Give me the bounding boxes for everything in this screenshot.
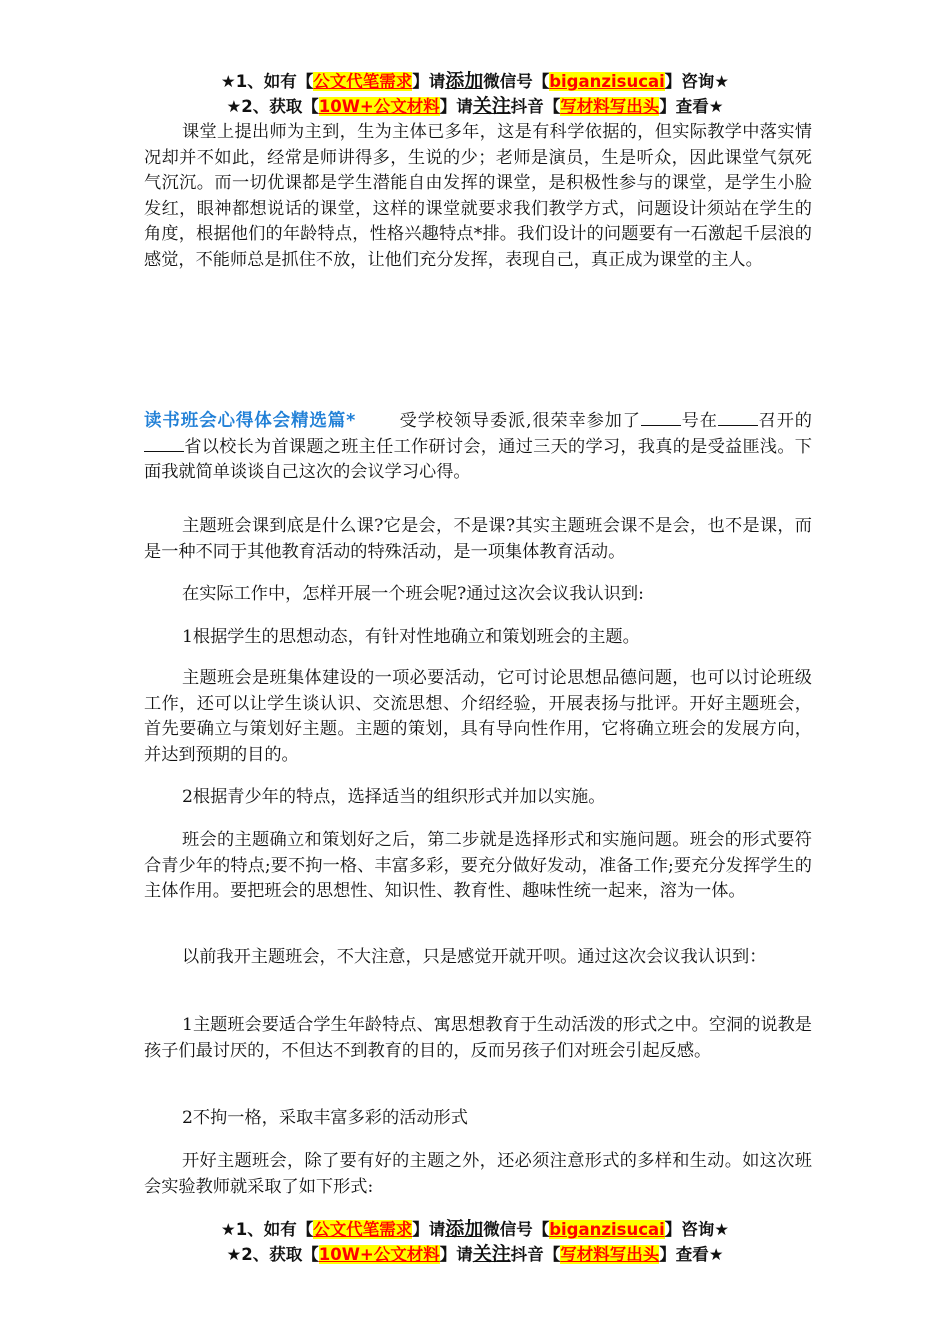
banner-text: ★1、如有【 xyxy=(220,1220,314,1239)
fill-blank xyxy=(718,411,758,426)
banner-text: 】查看★ xyxy=(659,1245,724,1264)
banner-highlight: 公文代笔需求 xyxy=(313,1220,413,1239)
promo-banner-line-2-bottom xyxy=(0,1241,950,1268)
banner-text: 微信号【 xyxy=(483,1220,550,1239)
fill-blank xyxy=(641,411,681,426)
first-text-a: 受学校领导委派,很荣幸参加了 xyxy=(399,411,641,431)
banner-text: 】请 xyxy=(439,97,473,116)
banner-emphasis: 关注 xyxy=(472,1243,511,1265)
first-text-b: 号在 xyxy=(680,411,718,431)
section-heading: 读书班会心得体会精选篇* xyxy=(144,411,356,431)
body-paragraph: 2根据青少年的特点，选择适当的组织形式并加以实施。 xyxy=(182,787,606,807)
body-paragraph: 主题班会课到底是什么课?它是会，不是课?其实主题班会课不是会，也不是课，而是一种不同于其他教育活动的特殊活动，是一项集体教育活动。 xyxy=(144,516,812,562)
promo-banner-line-2 xyxy=(0,93,950,120)
body-paragraph: 1根据学生的思想动态，有针对性地确立和策划班会的主题。 xyxy=(182,627,640,647)
body-paragraph: 1主题班会要适合学生年龄特点、寓思想教育于生动活泼的形式之中。空洞的说教是孩子们最讨厌的，不但达不到教育的目的，反而另孩子们对班会引起反感。 xyxy=(144,1015,812,1061)
banner-text: 微信号【 xyxy=(483,72,550,91)
banner-highlight: biganzisucai xyxy=(549,1220,665,1239)
banner-text: 】咨询★ xyxy=(664,1220,730,1239)
section-first-paragraph xyxy=(144,409,812,486)
banner-text: 】请 xyxy=(412,1220,446,1239)
promo-banner-line-1-bottom xyxy=(0,1216,950,1243)
banner-highlight: 10W+公文材料 xyxy=(318,1245,440,1264)
banner-highlight: biganzisucai xyxy=(549,72,665,91)
banner-text: ★2、获取【 xyxy=(226,1245,319,1264)
fill-blank xyxy=(144,437,184,452)
body-paragraph: 开好主题班会，除了要有好的主题之外，还必须注意形式的多样和生动。如这次班会实验教师就采取了如下形式: xyxy=(144,1151,812,1197)
banner-text: ★1、如有【 xyxy=(220,72,314,91)
banner-emphasis: 添加 xyxy=(445,70,484,92)
banner-text: 抖音【 xyxy=(510,97,561,116)
body-paragraph: 以前我开主题班会，不大注意，只是感觉开就开呗。通过这次会议我认识到： xyxy=(182,947,767,967)
body-paragraph: 在实际工作中，怎样开展一个班会呢?通过这次会议我认识到: xyxy=(182,584,644,604)
first-text-c: 召开的 xyxy=(757,411,812,431)
banner-highlight: 10W+公文材料 xyxy=(318,97,440,116)
banner-emphasis: 关注 xyxy=(472,95,511,117)
body-paragraph: 主题班会是班集体建设的一项必要活动，它可讨论思想品德问题，也可以讨论班级工作，还可以让学生谈认识、交流思想、介绍经验，开展表扬与批评。开好主题班会，首先要确立与策划好主题。主题的策划，具有导向性作用，它将确立班会的发展方向，并达到预期的目的。 xyxy=(144,668,812,765)
banner-text: ★2、获取【 xyxy=(226,97,319,116)
body-paragraph: 2不拘一格，采取丰富多彩的活动形式 xyxy=(182,1108,468,1128)
first-text-d: 省以校长为首课题之班主任工作研讨会，通过三天的学习，我真的是受益匪浅。下面我就简单谈谈自己这次的会议学习心得。 xyxy=(144,436,812,482)
banner-text: 】请 xyxy=(439,1245,473,1264)
banner-emphasis: 添加 xyxy=(445,1218,484,1240)
intro-paragraph: 课堂上提出师为主到，生为主体已多年，这是有科学依据的，但实际教学中落实情况却并不如此，经常是师讲得多，生说的少；老师是演员，生是听众，因此课堂气氛死气沉沉。而一切优课都是学生潜能自由发挥的课堂，是积极性参与的课堂，是学生小脸发红，眼神都想说话的课堂，这样的课堂就要求我们教学方式，问题设计须站在学生的角度，根据他们的年龄特点，性格兴趣特点*排。我们设计的问题要有一石激起千层浪的感觉，不能师总是抓住不放，让他们充分发挥，表现自己，真正成为课堂的主人。 xyxy=(144,122,812,270)
banner-text: 】请 xyxy=(412,72,446,91)
banner-text: 】查看★ xyxy=(659,97,724,116)
banner-highlight: 写材料写出头 xyxy=(560,97,660,116)
banner-highlight: 公文代笔需求 xyxy=(313,72,413,91)
banner-text: 】咨询★ xyxy=(664,72,730,91)
banner-highlight: 写材料写出头 xyxy=(560,1245,660,1264)
body-paragraph: 班会的主题确立和策划好之后，第二步就是选择形式和实施问题。班会的形式要符合青少年的特点;要不拘一格、丰富多彩，要充分做好发动，准备工作;要充分发挥学生的主体作用。要把班会的思想性、知识性、教育性、趣味性统一起来，溶为一体。 xyxy=(144,830,812,901)
promo-banner-line-1 xyxy=(0,68,950,95)
banner-text: 抖音【 xyxy=(510,1245,561,1264)
